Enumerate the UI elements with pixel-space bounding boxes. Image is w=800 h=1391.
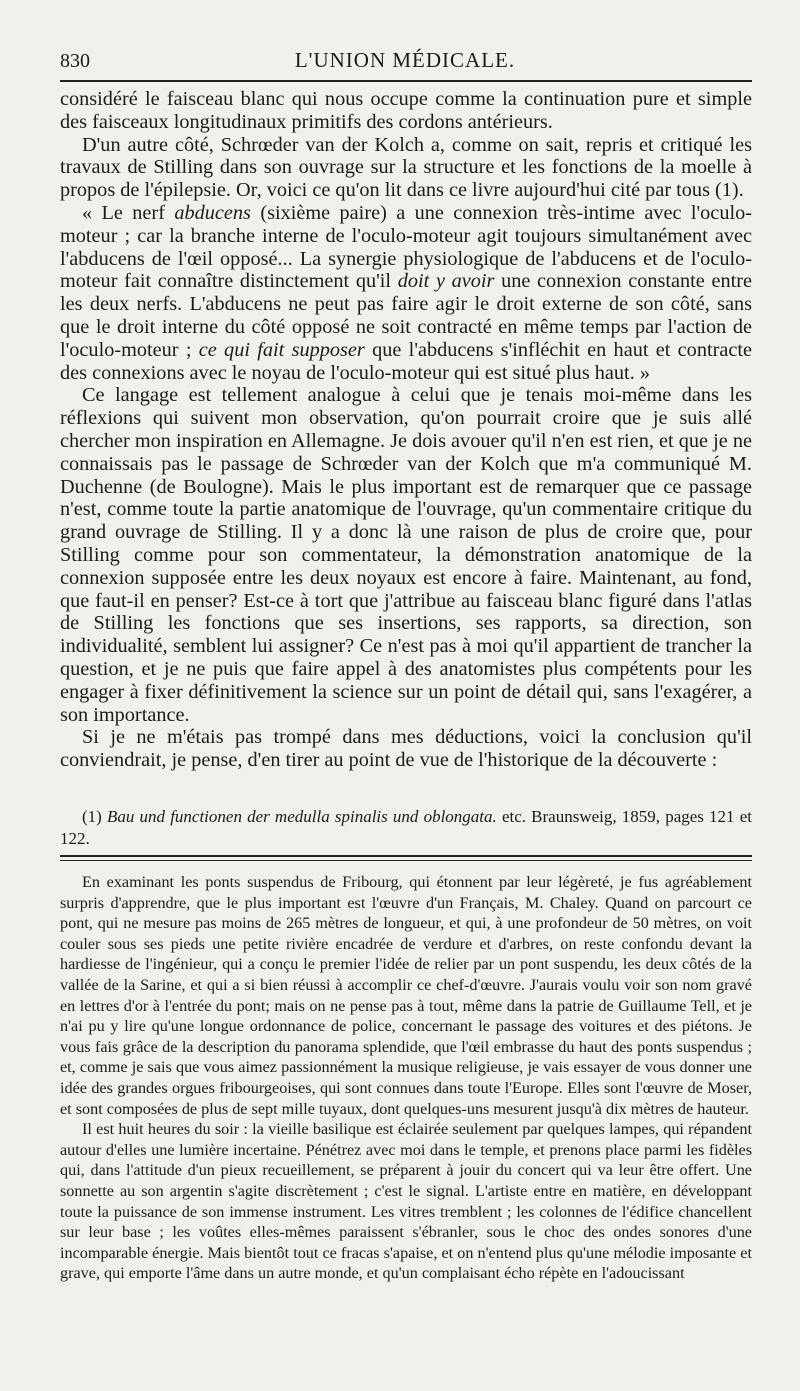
feuilleton-rule-thin [60, 860, 752, 861]
feuilleton-rule [60, 855, 752, 857]
journal-title: L'UNION MÉDICALE. [294, 48, 516, 72]
paragraph-1: considéré le faisceau blanc qui nous occupe comme la continuation pure et simple des faisceaux longitudinaux primitifs des cordons antérieurs. [60, 88, 752, 133]
article-body [60, 88, 752, 772]
paragraph-2: D'un autre côté, Schrœder van der Kolch a, comme on sait, repris et critiqué les travaux de Stilling dans son ouvrage sur la structure et les fonctions de la moelle à propos de l'épilepsie. Or, voici ce qu'on lit dans ce livre aujourd'hui cité par tous (1). [60, 133, 752, 202]
feuilleton-section [60, 872, 752, 1284]
paragraph-5: Si je ne m'étais pas trompé dans mes déductions, voici la conclusion qu'il conviendrait, je pense, d'en tirer au point de vue de l'historique de la découverte : [60, 726, 752, 772]
footnote: (1) Bau und functionen der medulla spinalis und oblongata. etc. Braunsweig, 1859, pages 121 et 122. [60, 807, 752, 848]
page-number: 830 [60, 50, 90, 72]
paragraph-4: Ce langage est tellement analogue à celui que je tenais moi-même dans les réflexions qui suivent mon observation, qu'on pourrait croire que je suis allé chercher mon inspiration en Allemagne. Je dois avouer qu'il n'en est rien, et que je ne connaissais pas le passage de Schrœder van der Kolch que m'a communiqué M. Duchenne (de Boulogne). Mais le plus important est de remarquer que ce passage n'est, comme toute la partie anatomique de l'ouvrage, qu'un commentaire critique du grand ouvrage de Stilling. Il y a donc là une raison de plus de croire que, pour Stilling comme pour son commentateur, la démonstration anatomique de la connexion supposée entre les deux noyaux est encore à faire. Maintenant, au fond, que faut-il en penser? Est-ce à tort que j'attribue au faisceau blanc figuré dans l'atlas de Stilling les fonctions que ses insertions, ses rapports, sa direction, son individualité, semblent lui assigner? Ce n'est pas à moi qu'il appartient de trancher la question, et je ne puis que faire appel à des anatomistes plus compétents pour les engager à fixer définitivement la science sur un point de détail qui, sans l'exagérer, a son importance. [60, 384, 752, 726]
paragraph-3-quote: « Le nerf abducens (sixième paire) a une connexion très-intime avec l'oculo-moteur ; car la branche interne de l'oculo-moteur agit toujours simultanément avec l'abducens de l'œil opposé... La synergie physiologique de l'abducens et de l'oculo-moteur fait connaître distinctement qu'il doit y avoir une connexion constante entre les deux nerfs. L'abducens ne peut pas faire agir le droit externe de son côté, sans que le droit interne du côté opposé ne soit contracté en même temps par l'action de l'oculo-moteur ; ce qui fait supposer que l'abducens s'infléchit en haut et contracte des connexions avec le noyau de l'oculo-moteur qui est situé plus haut. » [60, 201, 752, 384]
header-rule [60, 80, 752, 82]
feuilleton-paragraph-1: En examinant les ponts suspendus de Fribourg, qui étonnent par leur légèreté, je fus agréablement surpris d'apprendre, que le plus important est l'œuvre d'un Français, M. Chaley. Quand on parcourt ce pont, qui ne mesure pas moins de 265 mètres de longueur, et qui, à une profondeur de 50 mètres, on voit couler sous ses pieds une petite rivière encadrée de verdure et d'arbres, on reste confondu devant la hardiesse de l'ingénieur, qui a conçu le premier l'idée de relier par un pont suspendu, les deux côtés de la vallée de la Sarine, et qui a si bien réussi à accomplir ce chef-d'œuvre. J'aurais voulu voir son nom gravé en lettres d'or à l'entrée du pont; mais on ne pense pas à tout, même dans la patrie de Guillaume Tell, et je n'ai pu y lire qu'une longue ordonnance de police, concernant le passage des voitures et des piétons. Je vous fais grâce de la description du panorama splendide, que l'œil embrasse du haut des ponts suspendus ; et, comme je sais que vous aimez passionnément la musique religieuse, je vais essayer de vous donner une idée des grandes orgues fribourgeoises, qui sont connues dans toute l'Europe. Elles sont l'œuvre de Moser, et sont composées de plus de sept mille tuyaux, dont quelques-uns mesurent jusqu'à dix mètres de hauteur. [60, 873, 752, 1118]
feuilleton-paragraph-2: Il est huit heures du soir : la vieille basilique est éclairée seulement par quelques lampes, qui répandent autour d'elles une lumière incertaine. Pénétrez avec moi dans le temple, et prenons place parmi les fidèles qui, dans l'attitude d'un pieux recueillement, se préparent à jouir du concert qui va leur être offert. Une sonnette au son argentin s'agite discrètement ; c'est le signal. L'artiste entre en matière, en développant toute la puissance de son immense instrument. Les vitres tremblent ; les colonnes de l'édifice chancellent sur leur base ; les voûtes elles-mêmes paraissent s'ébranler, sous le choc des ondes sonores d'une incomparable énergie. Mais bientôt tout ce fracas s'apaise, et on n'entend plus qu'une mélodie imposante et grave, qui emporte l'âme dans un autre monde, et qu'un complaisant écho répète en l'adoucissant [60, 1120, 752, 1283]
running-header [60, 46, 750, 76]
